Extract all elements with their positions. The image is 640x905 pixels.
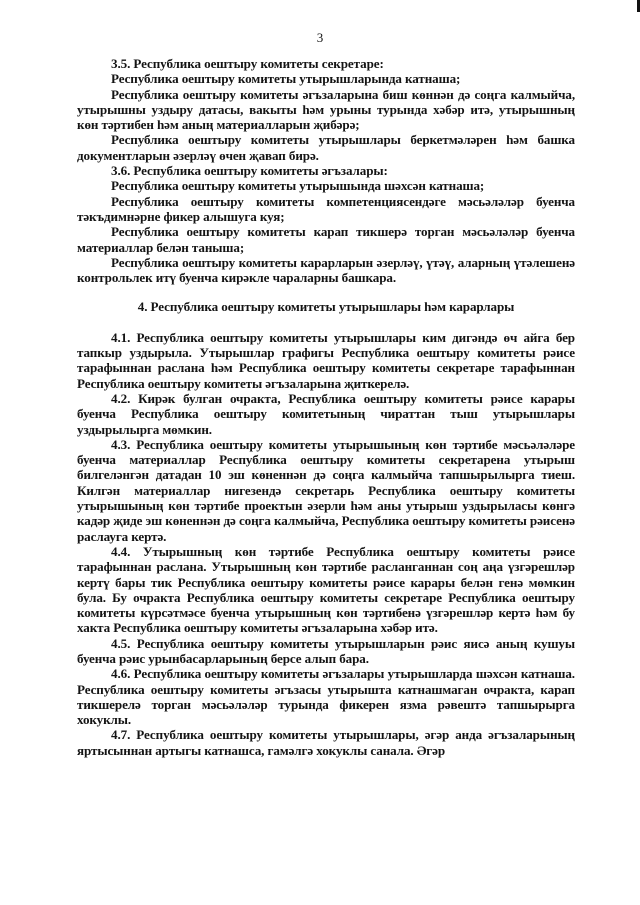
paragraph-4-1: 4.1. Республика оештыру комитеты утырышлары ким дигәндә өч айга бер тапкыр уздырыла. Утырышлар графигы Республика оештыру комитеты рәисе тарафыннан раслана һәм Республика оештыру комитеты секретаре тарафыннан Республика оештыру комитеты әгъзаларына җиткерелә. [77, 329, 575, 391]
section-3-6-item: Республика оештыру комитеты карап тикшерә торган мәсьәләләр буенча материаллар белән таныша; [77, 224, 575, 255]
section-3-5-item: Республика оештыру комитеты утырышларында катнаша; [111, 71, 461, 87]
paragraph-4-6: 4.6. Республика оештыру комитеты әгъзалары утырышларда шәхсән катнаша. Республика оештыру комитеты әгъзасы утырышта катнашмаган очракта, карап тикшерелә торган мәсьәләләр турында фикерен язма рәвештә тапшырырга хокуклы. [77, 666, 575, 728]
paragraph-4-4: 4.4. Утырышның көн тәртибе Республика оештыру комитеты рәисе тарафыннан раслана. Утырышның көн тәртибе расланганнан соң аңа үзгәрешләр кертү бары тик Республика оештыру комитеты рәисе карары белән генә мөмкин була. Бу очракта Республика оештыру комитеты секретаре Республика оештыру комитеты күрсәтмәсе буенча утырышның көн тәртибенә үзгәрешләр кертә һәм бу хакта Республика оештыру комитеты әгъзаларына хәбәр итә. [77, 543, 575, 636]
section-3-6-item: Республика оештыру комитеты утырышында шәхсән катнаша; [111, 178, 485, 194]
section-4-heading: 4. Республика оештыру комитеты утырышлары һәм карарлары [137, 299, 515, 315]
document-body [77, 56, 575, 758]
page-number: 3 [316, 30, 324, 45]
paragraph-4-7: 4.7. Республика оештыру комитеты утырышлары, әгәр анда әгъзаларының яртысыннан артыгы катнашса, гамәлгә хокуклы санала. Әгәр [77, 727, 575, 758]
section-3-6-item: Республика оештыру комитеты карарларын әзерләү, үтәү, аларның үтәлешенә контрольлек итү буенча кирәкле чараларны башкара. [77, 254, 575, 286]
paragraph-4-2: 4.2. Кирәк булган очракта, Республика оештыру комитеты рәисе карары буенча Республика оештыру комитетының чираттан тыш утырышлары уздырылырга мөмкин. [77, 390, 575, 437]
section-3-6-item: Республика оештыру комитеты компетенциясендәге мәсьәләләр буенча тәкъдимнәрне фикер алышуга куя; [77, 193, 575, 224]
section-3-6-title: 3.6. Республика оештыру комитеты әгъзалары: [111, 163, 388, 179]
section-3-5-title: 3.5. Республика оештыру комитеты секретаре: [111, 56, 384, 71]
section-3-5-item: Республика оештыру комитеты утырышлары беркетмәләрен һәм башка документларын әзерләү өчен җавап бирә. [77, 132, 575, 163]
paragraph-4-3: 4.3. Республика оештыру комитеты утырышының көн тәртибе мәсьәләләре буенча материаллар Республика оештыру комитеты секретарена утырыш билгеләнгән датадан 10 эш көненнән дә соңга калмыйча тапшырылырга тиеш. Килгән материаллар нигезендә секретарь Республика оештыру комитеты утырышының көн тәртибе проектын әзерли һәм аны утырыш уздырыласы көнгә кадәр җиде эш көненнән дә соңга калмыйча, Республика оештыру комитеты рәисенә раслауга кертә. [77, 436, 575, 544]
section-3-5-item: Республика оештыру комитеты әгъзаларына биш көннән дә соңга калмыйча, утырышны уздыру датасы, вакыты һәм урыны турында хәбәр итә, утырышның көн тәртибен һәм аның материалларын җибәрә; [77, 86, 575, 133]
paragraph-4-5: 4.5. Республика оештыру комитеты утырышларын рәис яисә аның кушуы буенча рәис урынбасарларының берсе алып бара. [77, 635, 575, 666]
